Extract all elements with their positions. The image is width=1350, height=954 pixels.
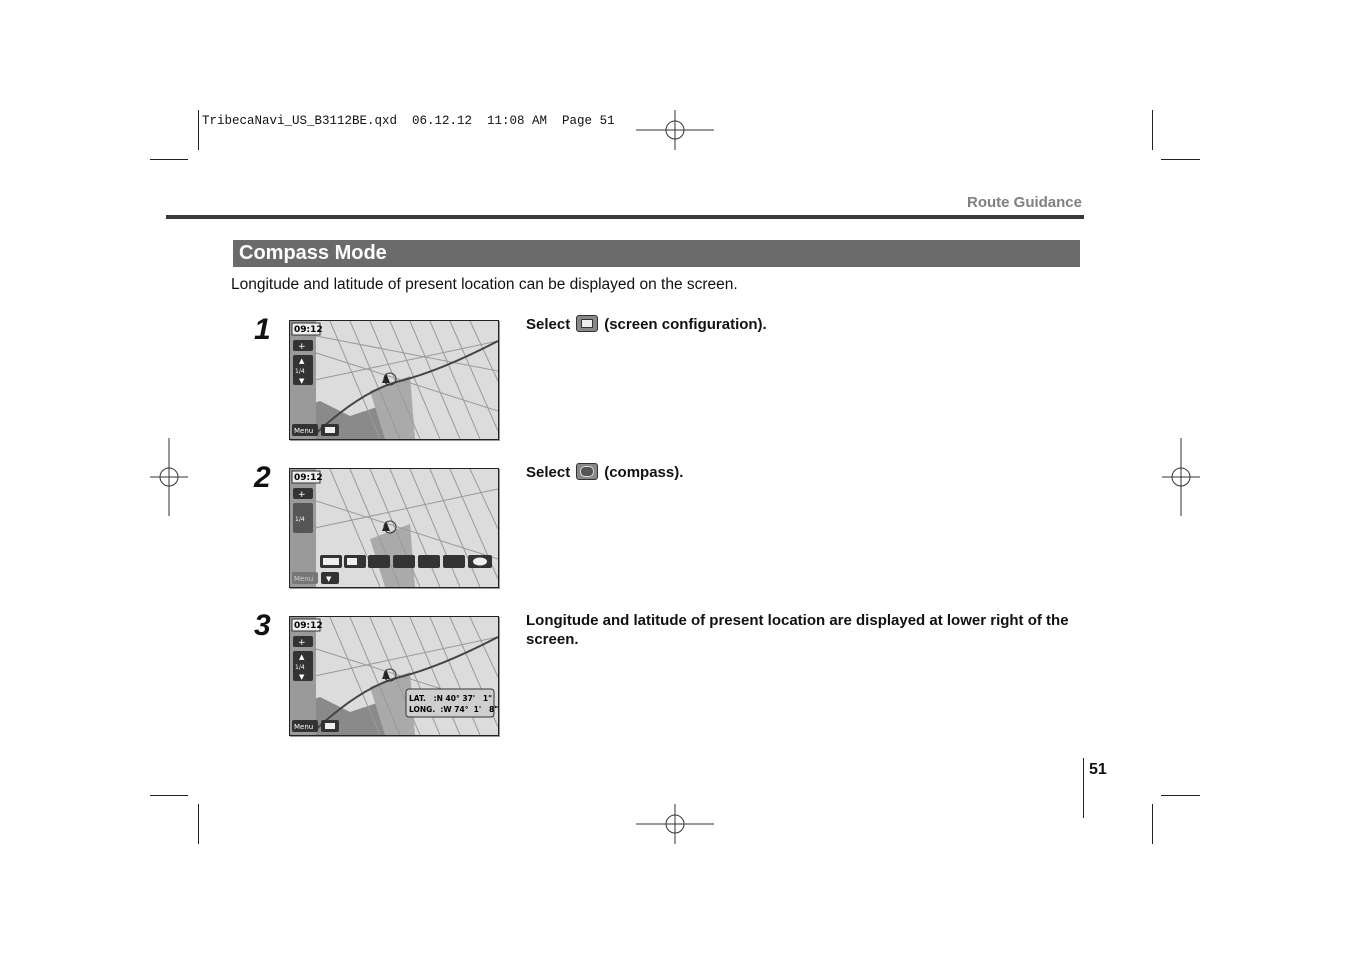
menu-button: Menu bbox=[294, 427, 314, 435]
map-view bbox=[290, 469, 498, 587]
page-number: 51 bbox=[1089, 761, 1107, 778]
section-label: Route Guidance bbox=[966, 194, 1082, 211]
map-view bbox=[290, 321, 498, 439]
svg-text:▼: ▼ bbox=[299, 673, 305, 681]
compass-icon bbox=[576, 463, 598, 480]
svg-text:09:12: 09:12 bbox=[294, 473, 323, 483]
print-slug: TribecaNavi_US_B3112BE.qxd 06.12.12 11:08 AM Page 51 bbox=[202, 114, 615, 128]
svg-text:+: + bbox=[298, 342, 306, 352]
svg-text:1/4: 1/4 bbox=[295, 664, 305, 671]
step-3-instruction: Longitude and latitude of present location are displayed at lower right of the screen. bbox=[526, 612, 1069, 648]
time-display: 09:12 bbox=[294, 325, 323, 335]
svg-text:1/4: 1/4 bbox=[295, 516, 305, 523]
longitude-readout: LONG. :W 74° 1' 8" bbox=[409, 705, 498, 714]
section-title: Compass Mode bbox=[233, 240, 1080, 267]
screenshot-step-3 bbox=[289, 616, 499, 736]
step-2-instruction: Select (compass). bbox=[526, 464, 684, 481]
latitude-readout: LAT. :N 40° 37' 1" bbox=[409, 694, 493, 703]
svg-text:+: + bbox=[298, 638, 306, 648]
svg-text:▼: ▼ bbox=[299, 377, 305, 385]
svg-text:1/4: 1/4 bbox=[295, 368, 305, 375]
step-number-2: 2 bbox=[254, 461, 271, 494]
svg-text:09:12: 09:12 bbox=[294, 621, 323, 631]
svg-text:+: + bbox=[298, 490, 306, 500]
intro-text: Longitude and latitude of present location can be displayed on the screen. bbox=[231, 276, 738, 293]
svg-text:▲: ▲ bbox=[299, 357, 305, 365]
step-number-1: 1 bbox=[254, 313, 271, 346]
step-number-3: 3 bbox=[254, 609, 271, 642]
step-1-instruction: Select (screen configuration). bbox=[526, 316, 767, 333]
map-view bbox=[290, 617, 498, 735]
page-number-rule bbox=[1083, 758, 1084, 818]
svg-text:▼: ▼ bbox=[326, 575, 332, 583]
header-rule bbox=[166, 215, 1084, 219]
svg-text:Menu: Menu bbox=[294, 575, 314, 583]
svg-text:Menu: Menu bbox=[294, 723, 314, 731]
screenshot-step-1 bbox=[289, 320, 499, 440]
screenshot-step-2 bbox=[289, 468, 499, 588]
screen-configuration-icon bbox=[576, 315, 598, 332]
svg-text:▲: ▲ bbox=[299, 653, 305, 661]
